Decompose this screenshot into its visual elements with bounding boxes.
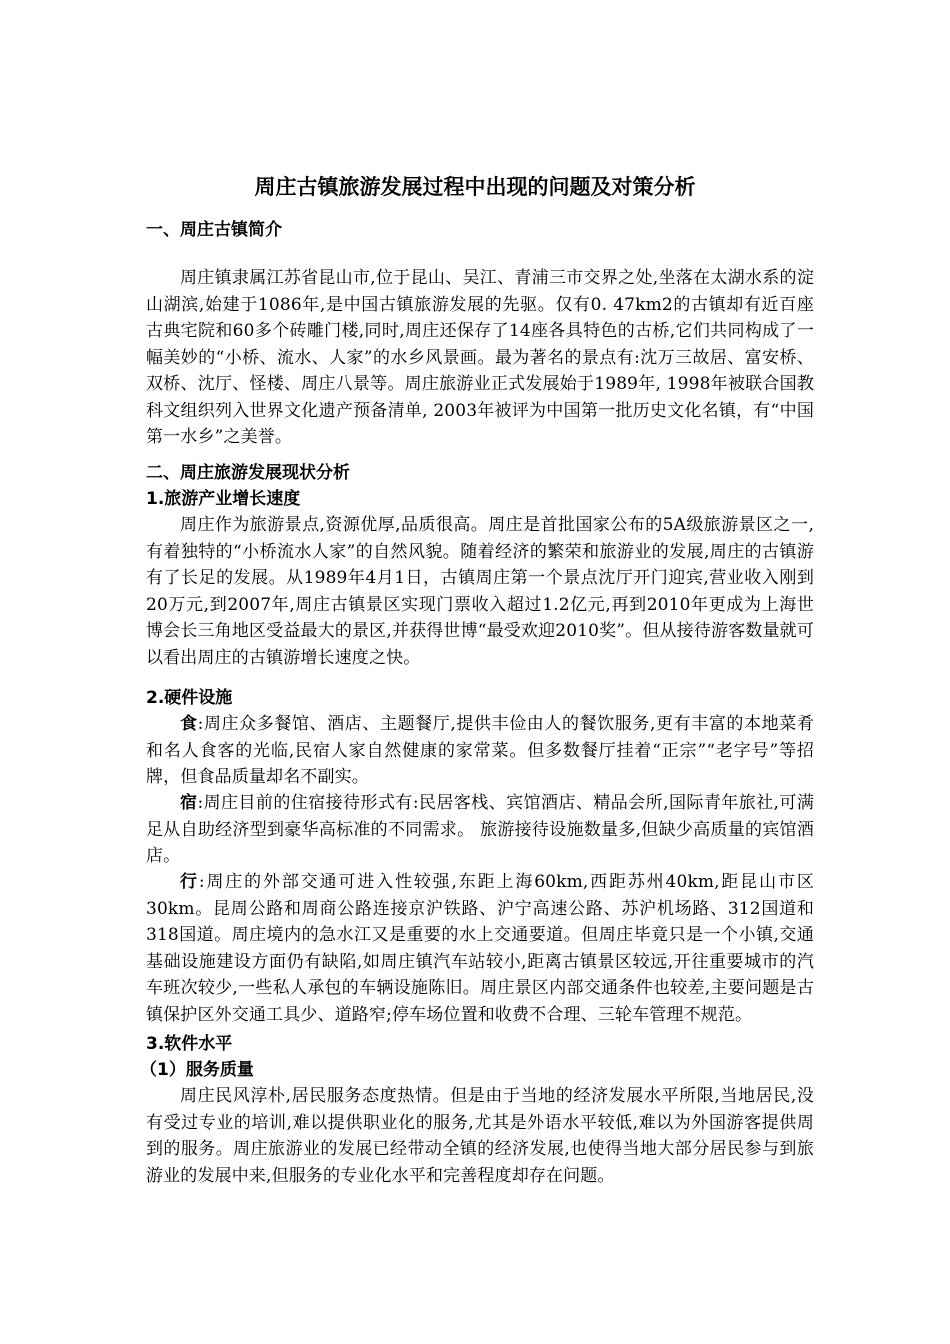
item-heading-service-quality: （1）服务质量 (140, 1060, 254, 1080)
document-title: 周庄古镇旅游发展过程中出现的问题及对策分析 (254, 175, 696, 199)
food-label: 食 (180, 714, 198, 734)
subsection-heading-hardware: 2.硬件设施 (146, 688, 233, 708)
food-paragraph (146, 711, 814, 791)
section-heading-intro: 一、周庄古镇简介 (146, 220, 282, 240)
section-heading-status: 二、周庄旅游发展现状分析 (146, 463, 350, 483)
lodging-paragraph (146, 790, 814, 870)
food-text: :周庄众多餐馆、酒店、主题餐厅,提供丰俭由人的餐饮服务,更有丰富的本地菜肴和名人食客的光临,民宿人家自然健康的家常菜。但多数餐厅挂着“正宗”“老字号”等招牌，但食品质量却名不副实。 (146, 714, 814, 787)
intro-paragraph: 周庄镇隶属江苏省昆山市,位于昆山、吴江、青浦三市交界之处,坐落在太湖水系的淀山湖滨,始建于1086年,是中国古镇旅游发展的先驱。仅有0. 47km2的古镇却有近百座古典宅院和60多个砖雕门楼,同时,周庄还保存了14座各具特色的古桥,它们共同构成了一幅美妙的“小桥、流水、人家”的水乡风景画。最为著名的景点有:沈万三故居、富安桥、双桥、沈厅、怪楼、周庄八景等。周庄旅游业正式发展始于1989年, 1998年被联合国教科文组织列入世界文化遗产预备清单, 2003年被评为中国第一批历史文化名镇，有“中国第一水乡”之美誉。 (146, 268, 814, 447)
service-quality-paragraph: 周庄民风淳朴,居民服务态度热情。但是由于当地的经济发展水平所限,当地居民,没有受过专业的培训,难以提供职业化的服务,尤其是外语水平较低,难以为外国游客提供周到的服务。周庄旅游业的发展已经带动全镇的经济发展,也使得当地大部分居民参与到旅游业的发展中来,但服务的专业化水平和完善程度却存在问题。 (146, 1086, 814, 1186)
subsection-heading-growth: 1.旅游产业增长速度 (146, 489, 301, 509)
transport-text: :周庄的外部交通可进入性较强,东距上海60km,西距苏州40km,距昆山市区30km。昆周公路和周商公路连接京沪铁路、沪宁高速公路、苏沪机场路、312国道和318国道。周庄境内的急水江又是重要的水上交通要道。但周庄毕竟只是一个小镇,交通基础设施建设方面仍有缺陷,如周庄镇汽车站较小,距离古镇景区较远,开往重要城市的汽车班次较少,一些私人承包的车辆设施陈旧。周庄景区内部交通条件也较差,主要问题是古镇保护区外交通工具少、道路窄;停车场位置和收费不合理、三轮车管理不规范。 (146, 872, 814, 1025)
transport-label: 行 (180, 872, 199, 892)
transport-paragraph (146, 869, 814, 1028)
lodging-text: :周庄目前的住宿接待形式有:民居客栈、宾馆酒店、精品会所,国际青年旅社,可满足从自助经济型到豪华高标准的不同需求。 旅游接待设施数量多,但缺少高质量的宾馆酒店。 (146, 793, 814, 866)
lodging-label: 宿 (180, 793, 198, 813)
growth-paragraph: 周庄作为旅游景点,资源优厚,品质很高。周庄是首批国家公布的5A级旅游景区之一,有着独特的“小桥流水人家”的自然风貌。随着经济的繁荣和旅游业的发展,周庄的古镇游有了长足的发展。从1989年4月1日，古镇周庄第一个景点沈厅开门迎宾,营业收入刚到20万元,到2007年,周庄古镇景区实现门票收入超过1.2亿元,再到2010年更成为上海世博会长三角地区受益最大的景区,并获得世博“最受欢迎2010奖”。但从接待游客数量就可以看出周庄的古镇游增长速度之快。 (146, 515, 814, 668)
subsection-heading-software: 3.软件水平 (146, 1034, 233, 1054)
